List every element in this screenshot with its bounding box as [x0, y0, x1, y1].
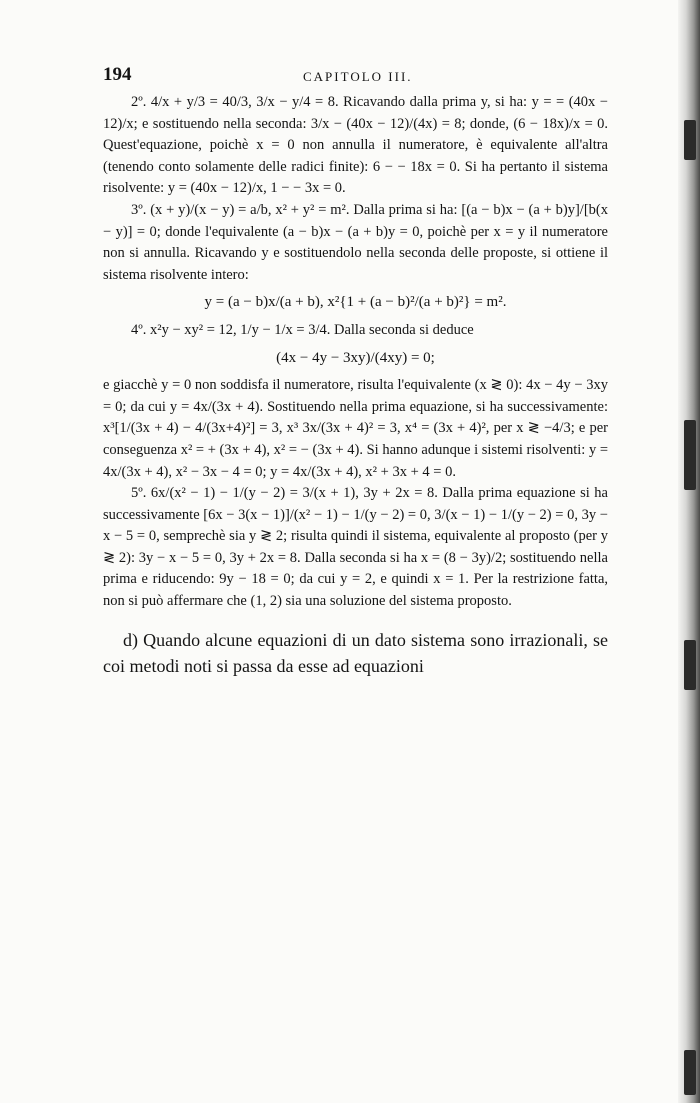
- running-title: CAPITOLO III.: [303, 69, 413, 84]
- page-header: [103, 66, 603, 90]
- section-d: d) Quando alcune equazioni di un dato sistema sono irrazionali, se coi metodi noti si passa da esse ad equazioni: [103, 629, 608, 676]
- page-edge-shadow: [678, 0, 700, 1103]
- example-3: 3º. (x + y)/(x − y) = a/b, x² + y² = m². Dalla prima si ha: [(a − b)x − (a + b)y]/[b(x − y)] = 0; donde l'equivalente (a − b)x − (a + b)y = 0, poichè per x = y il numeratore non si annulla. Ricavando y e sostituendolo nella seconda delle proposte, si ottiene il sistema risolvente intero:: [103, 201, 608, 283]
- display-equation: (4x − 4y − 3xy)/(4xy) = 0;: [276, 349, 435, 366]
- scan-mark: [684, 1050, 696, 1095]
- example-4-continued: e giacchè y = 0 non soddisfa il numeratore, risulta l'equivalente (x ≷ 0): 4x − 4y − 3xy = 0; da cui y = 4x/(3x + 4). Sostituendo nella prima equazione, si ha successivamente: x³[1/(3x + 4) − 4/(3x+4)²] = 3, x³ 3x/(3x + 4)² = 3, x⁴ = (3x + 4)², per x ≷ −4/3; e per conseguenza x² = + (3x + 4), x² = − (3x + 4). Si hanno adunque i sistemi risolventi: y = 4x/(3x + 4), x² − 3x − 4 = 0; y = 4x/(3x + 4), x² + 3x + 4 = 0.: [103, 377, 608, 480]
- example-2: 2º. 4/x + y/3 = 40/3, 3/x − y/4 = 8. Ricavando dalla prima y, si ha: y = = (40x − 12)/x; e sostituendo nella seconda: 3/x − (40x − 12)/(4x) = 8; donde, (6 − 18x)/x = 0. Quest'equazione, poichè x = 0 non annulla il numeratore, è equivalente all'altra (tenendo conto solamente delle radici finite): 6 − − 18x = 0. Si ha pertanto il sistema risolvente: y = (40x − 12)/x, 1 − − 3x = 0.: [103, 94, 608, 197]
- scan-mark: [684, 640, 696, 690]
- scan-mark: [684, 120, 696, 160]
- example-4: 4º. x²y − xy² = 12, 1/y − 1/x = 3/4. Dalla seconda si deduce: [131, 321, 474, 338]
- page-body: [103, 92, 608, 679]
- display-equation: y = (a − b)x/(a + b), x²{1 + (a − b)²/(a + b)²} = m².: [204, 294, 507, 311]
- scan-mark: [684, 420, 696, 490]
- page-number: 194: [103, 64, 132, 85]
- example-5: 5º. 6x/(x² − 1) − 1/(y − 2) = 3/(x + 1), 3y + 2x = 8. Dalla prima equazione si ha successivamente [6x − 3(x − 1)]/(x² − 1) − 1/(y − 2) = 0, 3/(x − 1) − 1/(y − 2) = 0, 3y − x − 5 = 0, semprechè sia y ≷ 2; risulta quindi il sistema, equivalente al proposto (per y ≷ 2): 3y − x − 5 = 0, 3y + 2x = 8. Dalla seconda si ha x = (8 − 3y)/2; sostituendo nella prima e riducendo: 9y − 18 = 0; da cui y = 2, e quindi x = 1. Per la restrizione fatta, non si può affermare che (1, 2) sia una soluzione del sistema proposto.: [103, 485, 608, 610]
